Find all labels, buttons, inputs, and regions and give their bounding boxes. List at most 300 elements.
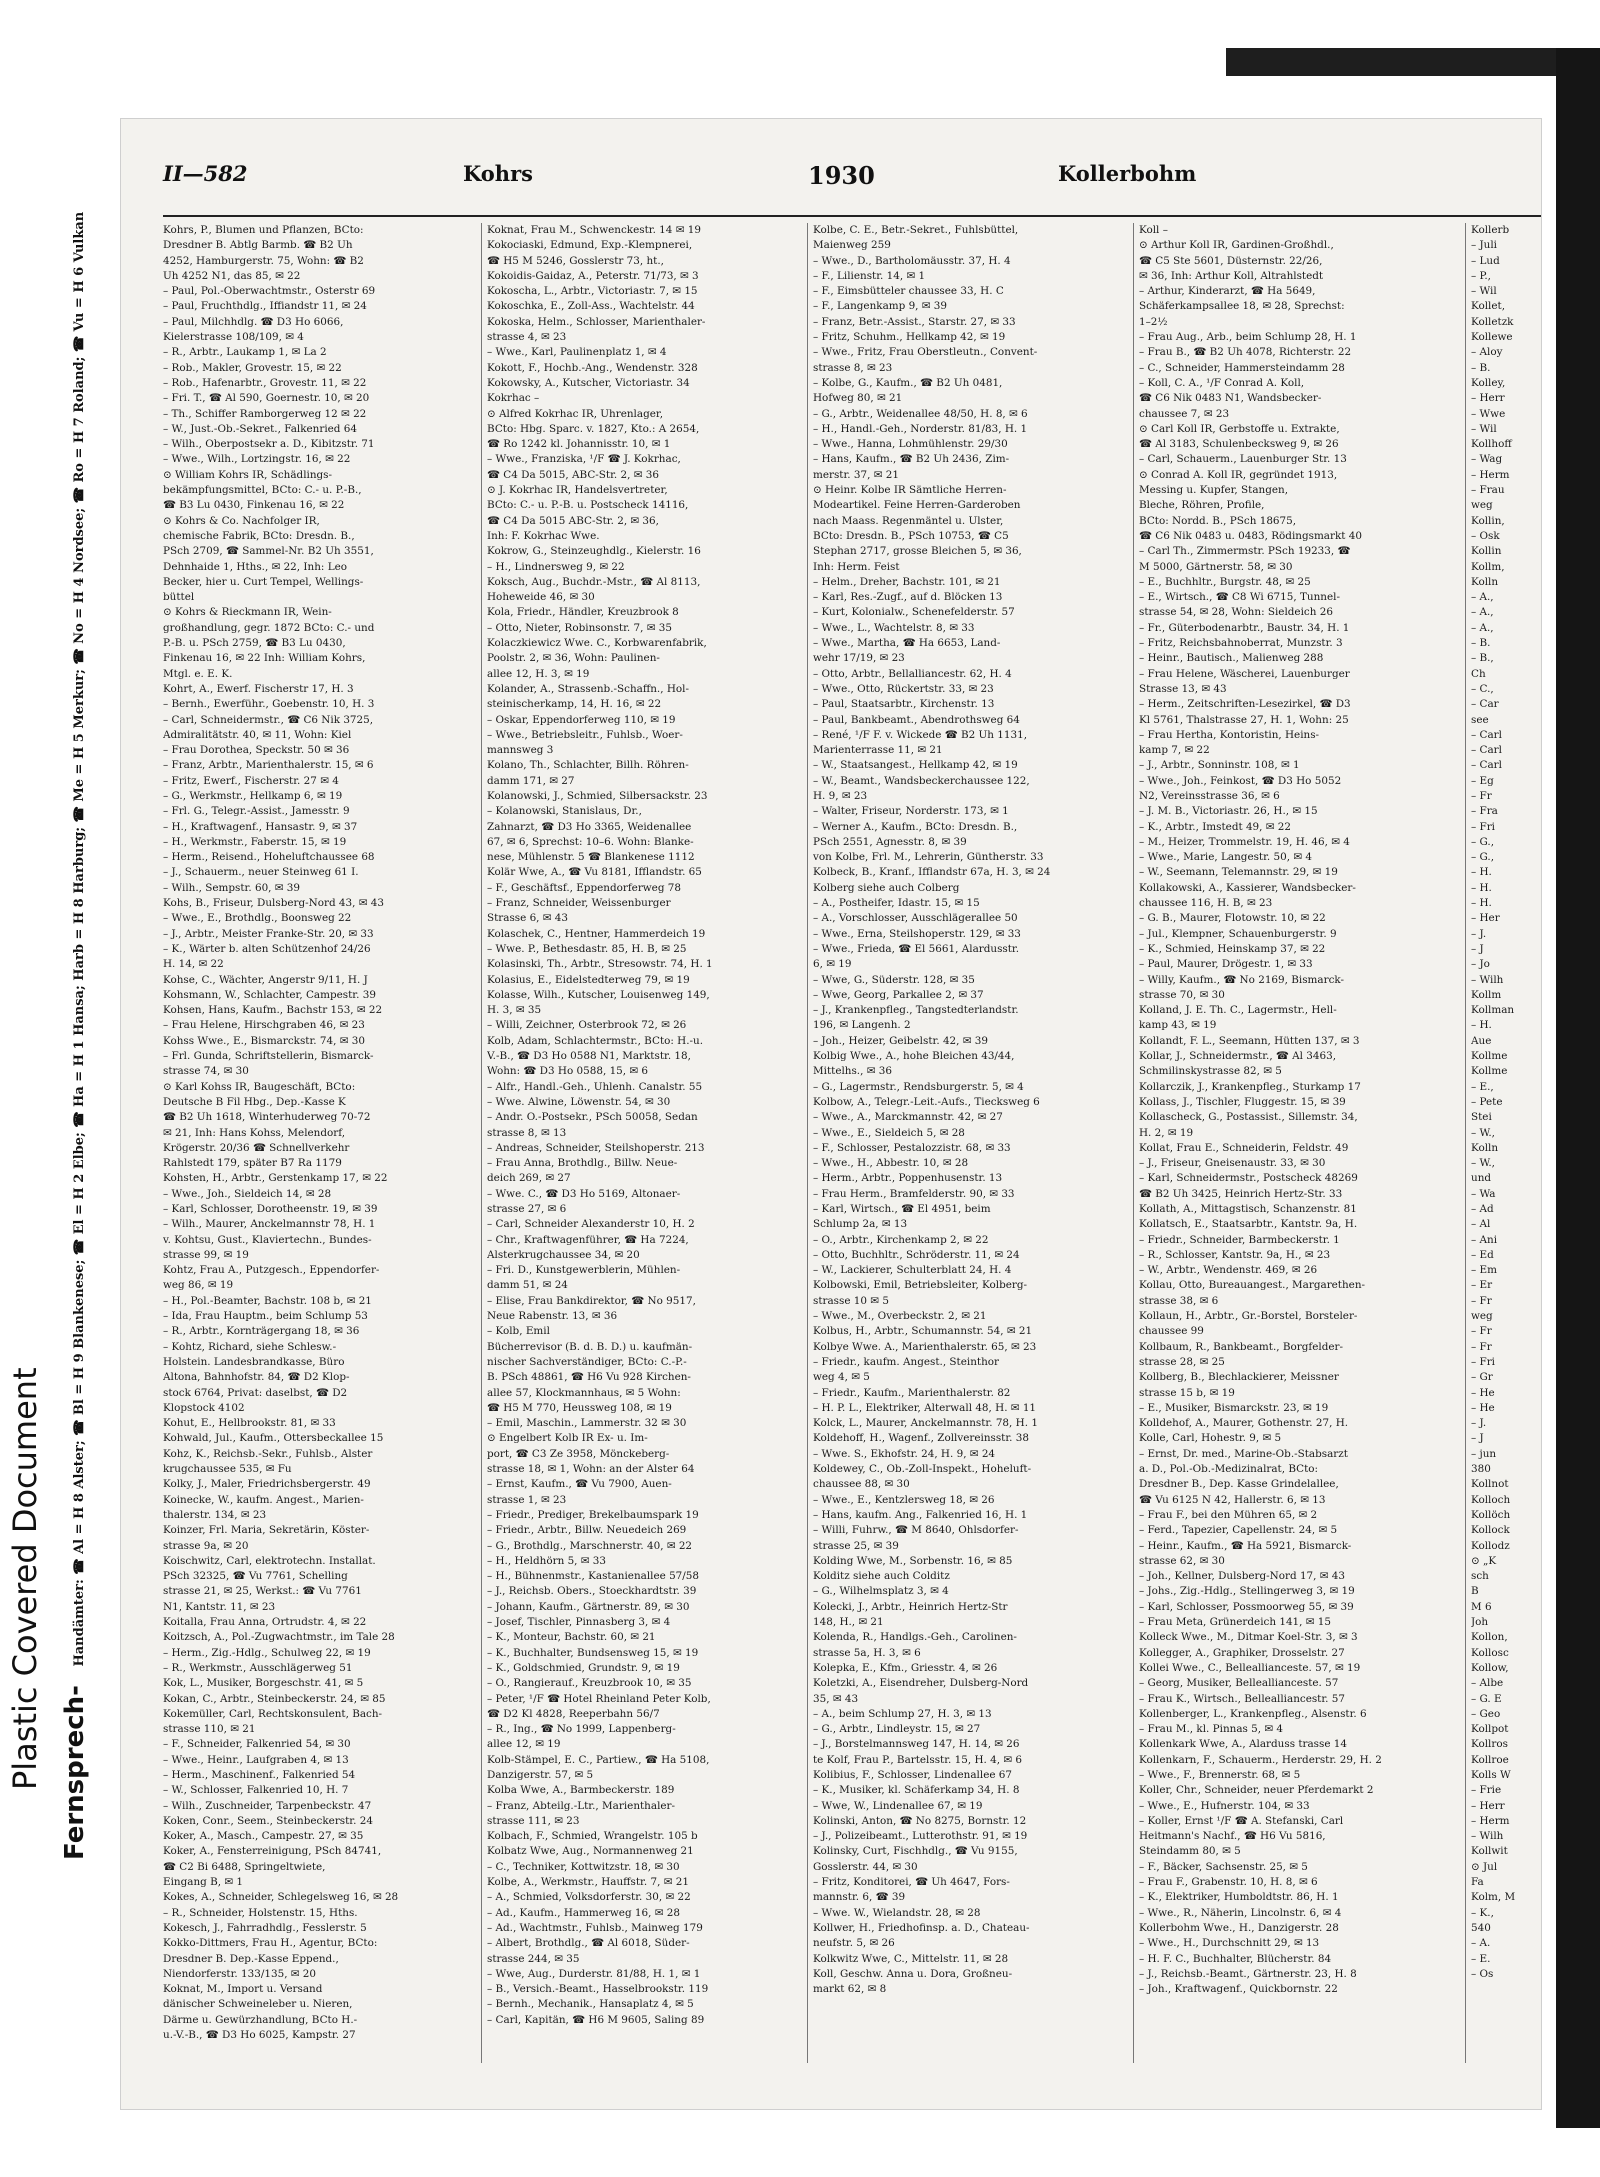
- directory-entry-line: Kolln: [1471, 575, 1499, 588]
- directory-entry-line: ⊙ Alfred Kokrhac IR, Uhrenlager,: [487, 407, 664, 420]
- directory-entry-line: Kollascheck, G., Postassist., Sillemstr. 34,: [1139, 1111, 1358, 1124]
- directory-entry-line: – H., Kraftwagenf., Hansastr. 9, ✉ 37: [163, 820, 358, 833]
- directory-entry-line: Kokowsky, A., Kutscher, Victoriastr. 34: [487, 376, 690, 389]
- directory-entry-line: – Wwe. Alwine, Löwenstr. 54, ✉ 30: [487, 1095, 671, 1108]
- directory-entry-line: – W.,: [1471, 1126, 1495, 1139]
- directory-entry-line: – Ferd., Tapezier, Capellenstr. 24, ✉ 5: [1139, 1524, 1338, 1537]
- directory-entry-line: – Elise, Frau Bankdirektor, ☎ No 9517,: [487, 1294, 696, 1307]
- directory-entry-line: Kolaschek, C., Hentner, Hammerdeich 19: [487, 927, 706, 940]
- directory-entry-line: Kolle, Carl, Hohestr. 9, ✉ 5: [1139, 1432, 1282, 1445]
- directory-entry-line: Kollin: [1471, 545, 1502, 558]
- directory-entry-line: mannsweg 3: [487, 744, 554, 757]
- directory-entry-line: – Franz, Schneider, Weissenburger: [487, 897, 671, 910]
- scanner-edge-right: [1556, 48, 1600, 2128]
- directory-entry-line: Koischwitz, Carl, elektrotechn. Installat.: [163, 1554, 376, 1567]
- directory-entry-line: – Wwe., E., Brothdlg., Boonsweg 22: [163, 912, 352, 925]
- directory-entry-line: – Er: [1471, 1279, 1493, 1292]
- directory-entry-line: N2, Vereinsstrasse 36, ✉ 6: [1139, 789, 1280, 802]
- directory-entry-line: ☎ Vu 6125 N 42, Hallerstr. 6, ✉ 13: [1139, 1493, 1326, 1506]
- page-number: II—582: [163, 161, 248, 186]
- directory-entry-line: Kolldehof, A., Maurer, Gothenstr. 27, H.: [1139, 1417, 1349, 1430]
- directory-entry-line: Kohse, C., Wächter, Angerstr 9/11, H. J: [163, 973, 368, 986]
- page-header: [163, 161, 1541, 197]
- directory-entry-line: Niendorferstr. 133/135, ✉ 20: [163, 1967, 317, 1980]
- directory-entry-line: Koller, Chr., Schneider, neuer Pferdemarkt 2: [1139, 1784, 1374, 1797]
- directory-entry-line: u.-V.-B., ☎ D3 Ho 6025, Kampstr. 27: [163, 2029, 356, 2042]
- directory-entry-line: Kolasius, E., Eidelstedterweg 79, ✉ 19: [487, 973, 690, 986]
- column-divider: [1133, 223, 1134, 2063]
- directory-entry-line: – E., Buchhltr., Burgstr. 48, ✉ 25: [1139, 575, 1311, 588]
- directory-entry-line: Kolbatz Wwe, Aug., Normannenweg 21: [487, 1845, 694, 1858]
- directory-entry-line: Kolär Wwe, A., ☎ Vu 8181, Ifflandstr. 65: [487, 866, 702, 879]
- directory-entry-line: – Wwe. C., ☎ D3 Ho 5169, Altonaer-: [487, 1187, 681, 1200]
- directory-entry-line: sch: [1471, 1570, 1489, 1583]
- directory-entry-line: Koker, A., Fensterreinigung, PSch 84741,: [163, 1845, 382, 1858]
- directory-entry-line: – Emil, Maschin., Lammerstr. 32 ✉ 30: [487, 1417, 687, 1430]
- directory-entry-line: – Carl, Schneidermstr., ☎ C6 Nik 3725,: [163, 713, 374, 726]
- directory-entry-line: – Frau Aug., Arb., beim Schlump 28, H. 1: [1139, 331, 1357, 344]
- directory-entry-line: – Fritz, Ewerf., Fischerstr. 27 ✉ 4: [163, 774, 339, 787]
- directory-entry-line: Inh: Herm. Feist: [813, 560, 900, 573]
- directory-entry-line: – J., Arbtr., Meister Franke-Str. 20, ✉ 33: [163, 927, 374, 940]
- directory-entry-line: ⊙ Kohrs & Co. Nachfolger IR,: [163, 514, 320, 527]
- directory-entry-line: – Wwe, Aug., Durderstr. 81/88, H. 1, ✉ 1: [487, 1967, 701, 1980]
- directory-entry-line: Koinecke, W., kaufm. Angest., Marien-: [163, 1493, 364, 1506]
- directory-entry-line: – J., Polizeibeamt., Lutterothstr. 91, ✉ 19: [813, 1830, 1028, 1843]
- directory-entry-line: ⊙ William Kohrs IR, Schädlings-: [163, 468, 333, 481]
- directory-entry-line: – Franz, Abteilg.-Ltr., Marienthaler-: [487, 1799, 676, 1812]
- directory-entry-line: Klopstock 4102: [163, 1401, 245, 1414]
- directory-entry-line: BCto: C.- u. P.-B. u. Postscheck 14116,: [487, 499, 689, 512]
- directory-entry-line: – Wwe., Wilh., Lortzingstr. 16, ✉ 22: [163, 453, 351, 466]
- directory-entry-line: M 6: [1471, 1600, 1492, 1613]
- directory-entry-line: Kolkwitz Wwe, C., Mittelstr. 11, ✉ 28: [813, 1952, 1009, 1965]
- directory-entry-line: strasse 4, ✉ 23: [487, 331, 567, 344]
- directory-entry-line: ☎ C5 Ste 5601, Düsternstr. 22/26,: [1139, 254, 1323, 267]
- directory-entry-line: Deutsche B Fil Hbg., Dep.-Kasse K: [163, 1095, 346, 1108]
- directory-entry-line: ✉ 21, Inh: Hans Kohss, Melendorf,: [163, 1126, 346, 1139]
- directory-entry-line: Kollei Wwe., C., Belleallianceste. 57, ✉ 19: [1139, 1661, 1361, 1674]
- directory-entry-line: – H., Lindnersweg 9, ✉ 22: [487, 560, 625, 573]
- directory-entry-line: ⊙ Carl Koll IR, Gerbstoffe u. Extrakte,: [1139, 422, 1340, 435]
- directory-entry-line: – Carl, Schauerm., Lauenburger Str. 13: [1139, 453, 1347, 466]
- directory-entry-line: – Herr: [1471, 392, 1505, 405]
- directory-entry-line: ⊙ „K: [1471, 1554, 1497, 1567]
- directory-entry-line: – Wwe., E., Sieldeich 5, ✉ 28: [813, 1126, 965, 1139]
- directory-entry-line: – Wwe., Erna, Steilshoperstr. 129, ✉ 33: [813, 927, 1021, 940]
- directory-entry-line: – K.,: [1471, 1906, 1494, 1919]
- directory-entry-line: weg: [1471, 1310, 1493, 1323]
- directory-entry-line: – Carl, Schneider Alexanderstr 10, H. 2: [487, 1218, 695, 1231]
- directory-entry-line: Kolinski, Anton, ☎ No 8275, Bornstr. 12: [813, 1814, 1027, 1827]
- directory-entry-line: – C., Techniker, Kottwitzstr. 18, ✉ 30: [487, 1860, 680, 1873]
- directory-entry-line: – H., Pol.-Beamter, Bachstr. 108 b, ✉ 21: [163, 1294, 372, 1307]
- directory-entry-line: – Fr: [1471, 1294, 1492, 1307]
- directory-entry-line: Steindamm 80, ✉ 5: [1139, 1845, 1241, 1858]
- directory-entry-line: Kohsmann, W., Schlachter, Campestr. 39: [163, 988, 376, 1001]
- directory-entry-line: – W., Just.-Ob.-Sekret., Falkenried 64: [163, 422, 357, 435]
- directory-entry-line: strasse 25, ✉ 39: [813, 1539, 899, 1552]
- directory-entry-line: von Kolbe, Frl. M., Lehrerin, Güntherstr. 33: [813, 851, 1044, 864]
- directory-entry-line: – Ed: [1471, 1248, 1494, 1261]
- directory-entry-line: neufstr. 5, ✉ 26: [813, 1937, 895, 1950]
- directory-entry-line: – A., Vorschlosser, Ausschlägerallee 50: [813, 912, 1018, 925]
- directory-entry-line: Kolasinski, Th., Arbtr., Stresowstr. 74, H. 1: [487, 958, 713, 971]
- directory-entry-line: – Wwe., Betriebsleitr., Fuhlsb., Woer-: [487, 728, 683, 741]
- directory-entry-line: Krögerstr. 20/36 ☎ Schnellverkehr: [163, 1141, 350, 1154]
- directory-entry-line: strasse 28, ✉ 25: [1139, 1355, 1225, 1368]
- directory-entry-line: – Hans, kaufm. Ang., Falkenried 16, H. 1: [813, 1508, 1028, 1521]
- directory-entry-line: – Andreas, Schneider, Steilshoperstr. 213: [487, 1141, 705, 1154]
- directory-entry-line: – A., Schmied, Volksdorferstr. 30, ✉ 22: [487, 1891, 691, 1904]
- directory-entry-line: Altona, Bahnhofstr. 84, ☎ D2 Klop-: [163, 1371, 350, 1384]
- directory-entry-line: Kollhoff: [1471, 438, 1512, 451]
- directory-entry-line: – W., Seemann, Telemannstr. 29, ✉ 19: [1139, 866, 1338, 879]
- directory-entry-line: Kolb-Stämpel, E. C., Partiew., ☎ Ha 5108,: [487, 1753, 710, 1766]
- directory-entry-line: – R., Arbtr., Kornträgergang 18, ✉ 36: [163, 1325, 360, 1338]
- directory-entry-line: – Friedr., kaufm. Angest., Steinthor: [813, 1355, 999, 1368]
- directory-entry-line: Kollat, Frau E., Schneiderin, Feldstr. 49: [1139, 1141, 1349, 1154]
- directory-entry-line: – Wwe., Martha, ☎ Ha 6653, Land-: [813, 637, 1001, 650]
- directory-entry-line: Kollnot: [1471, 1478, 1509, 1491]
- directory-entry-line: strasse 99, ✉ 19: [163, 1248, 249, 1261]
- directory-entry-line: 148, H., ✉ 21: [813, 1616, 884, 1629]
- directory-entry-line: – Joh., Heizer, Geibelstr. 42, ✉ 39: [813, 1034, 989, 1047]
- directory-entry-line: – Al: [1471, 1218, 1491, 1231]
- directory-entry-line: Kohwald, Jul., Kaufm., Ottersbeckallee 15: [163, 1432, 384, 1445]
- directory-entry-line: – Wwe., A., Marckmannstr. 42, ✉ 27: [813, 1111, 1003, 1124]
- directory-entry-line: Kolley,: [1471, 376, 1506, 389]
- directory-entry-line: Dresdner B. Dep.-Kasse Eppend.,: [163, 1952, 339, 1965]
- directory-entry-line: – Friedr., Kaufm., Marienthalerstr. 82: [813, 1386, 1011, 1399]
- directory-entry-line: – Joh., Kraftwagenf., Quickbornstr. 22: [1139, 1983, 1338, 1996]
- directory-entry-line: – Wwe., H., Abbestr. 10, ✉ 28: [813, 1157, 969, 1170]
- directory-entry-line: Koletzki, A., Eisendreher, Dulsberg-Nord: [813, 1677, 1029, 1690]
- directory-entry-line: ⊙ Jul: [1471, 1860, 1498, 1873]
- directory-entry-line: – B.: [1471, 361, 1491, 374]
- directory-entry-line: ☎ C2 Bi 6488, Springeltwiete,: [163, 1860, 326, 1873]
- directory-entry-line: Messing u. Kupfer, Stangen,: [1139, 484, 1288, 497]
- directory-entry-line: – Frau B., ☎ B2 Uh 4078, Richterstr. 22: [1139, 346, 1352, 359]
- directory-entry-line: – Frau Helene, Wäscherei, Lauenburger: [1139, 667, 1350, 680]
- directory-entry-line: – Th., Schiffer Ramborgerweg 12 ✉ 22: [163, 407, 367, 420]
- directory-entry-line: Kohrt, A., Ewerf. Fischerstr 17, H. 3: [163, 682, 354, 695]
- directory-entry-line: – Otto, Nieter, Robinsonstr. 7, ✉ 35: [487, 621, 672, 634]
- directory-entry-line: – Frau Hertha, Kontoristin, Heins-: [1139, 728, 1320, 741]
- directory-entry-line: Kokociaski, Edmund, Exp.-Klempnerei,: [487, 239, 693, 252]
- directory-entry-line: – B.,: [1471, 652, 1494, 665]
- directory-entry-line: – Wwe., R., Näherin, Lincolnstr. 6, ✉ 4: [1139, 1906, 1342, 1919]
- directory-entry-line: ☎ C4 Da 5015 ABC-Str. 2, ✉ 36,: [487, 514, 659, 527]
- directory-entry-line: – Jul., Klempner, Schauenburgerstr. 9: [1139, 927, 1337, 940]
- directory-entry-line: – G. B., Maurer, Flotowstr. 10, ✉ 22: [1139, 912, 1326, 925]
- directory-entry-line: strasse 74, ✉ 30: [163, 1065, 249, 1078]
- directory-entry-line: – A.,: [1471, 606, 1494, 619]
- directory-entry-line: Koldehoff, H., Wagenf., Zollvereinsstr. 38: [813, 1432, 1030, 1445]
- directory-entry-line: – W., Beamt., Wandsbeckerchaussee 122,: [813, 774, 1030, 787]
- directory-entry-line: – Bernh., Ewerführ., Goebenstr. 10, H. 3: [163, 698, 375, 711]
- directory-entry-line: – R., Arbtr., Laukamp 1, ✉ La 2: [163, 346, 327, 359]
- directory-entry-line: Kollpot: [1471, 1723, 1509, 1736]
- directory-entry-line: port, ☎ C3 Ze 3958, Mönckeberg-: [487, 1447, 670, 1460]
- directory-entry-line: – Wa: [1471, 1187, 1496, 1200]
- directory-entry-line: Kolibius, F., Schlosser, Lindenallee 67: [813, 1768, 1013, 1781]
- directory-entry-line: deich 269, ✉ 27: [487, 1172, 571, 1185]
- directory-entry-line: Kollandt, F. L., Seemann, Hütten 137, ✉ 3: [1139, 1034, 1360, 1047]
- column-divider: [481, 223, 482, 2063]
- directory-entry-line: Kolasse, Wilh., Kutscher, Louisenweg 149,: [487, 988, 710, 1001]
- directory-entry-line: – Pete: [1471, 1095, 1503, 1108]
- directory-entry-line: strasse 54, ✉ 28, Wohn: Sieldeich 26: [1139, 606, 1333, 619]
- directory-entry-line: – Wwe., Otto, Rückertstr. 33, ✉ 23: [813, 682, 994, 695]
- directory-entry-line: strasse 38, ✉ 6: [1139, 1294, 1219, 1307]
- directory-entry-line: – W., Arbtr., Wendenstr. 469, ✉ 26: [1139, 1264, 1318, 1277]
- directory-entry-line: ⊙ Conrad A. Koll IR, gegründet 1913,: [1139, 468, 1338, 481]
- directory-entry-line: PSch 32325, ☎ Vu 7761, Schelling: [163, 1570, 348, 1583]
- directory-entry-line: – Frau Dorothea, Speckstr. 50 ✉ 36: [163, 744, 350, 757]
- directory-entry-line: – Fra: [1471, 805, 1498, 818]
- directory-entry-line: Kolditz siehe auch Colditz: [813, 1570, 950, 1583]
- directory-entry-line: nischer Sachverständiger, BCto: C.-P.-: [487, 1355, 687, 1368]
- directory-entry-line: Kollegger, A., Graphiker, Drosselstr. 27: [1139, 1646, 1345, 1659]
- directory-entry-line: – Wwe., Marie, Langestr. 50, ✉ 4: [1139, 851, 1312, 864]
- directory-entry-line: ☎ C6 Nik 0483 u. 0483, Rödingsmarkt 40: [1139, 529, 1362, 542]
- directory-entry-line: 67, ✉ 6, Sprechst: 10–6. Wohn: Blanke-: [487, 835, 694, 848]
- directory-entry-line: Kohtz, Frau A., Putzgesch., Eppendorfer-: [163, 1264, 380, 1277]
- directory-entry-line: Maienweg 259: [813, 239, 891, 252]
- directory-entry-line: Dehnhaide 1, Hths., ✉ 22, Inh: Leo: [163, 560, 347, 573]
- directory-entry-line: – Wilh: [1471, 1830, 1504, 1843]
- directory-entry-line: – A.,: [1471, 591, 1494, 604]
- directory-entry-line: – Ad: [1471, 1203, 1494, 1215]
- directory-entry-line: 35, ✉ 43: [813, 1692, 859, 1705]
- directory-entry-line: – H.: [1471, 1019, 1492, 1032]
- directory-entry-line: – Frau Meta, Grünerdeich 141, ✉ 15: [1139, 1616, 1332, 1629]
- directory-entry-line: – Wilh: [1471, 973, 1504, 986]
- directory-entry-line: ⊙ Kohrs & Rieckmann IR, Wein-: [163, 606, 332, 619]
- directory-entry-line: strasse 27, ✉ 6: [487, 1203, 567, 1215]
- directory-entry-line: Wohn: ☎ D3 Ho 0588, 15, ✉ 6: [487, 1065, 649, 1078]
- directory-entry-line: Kolanowski, J., Schmied, Silbersackstr. 23: [487, 789, 708, 802]
- directory-entry-line: strasse 8, ✉ 13: [487, 1126, 567, 1139]
- directory-entry-line: – J., Friseur, Gneisenaustr. 33, ✉ 30: [1139, 1157, 1326, 1170]
- directory-entry-line: – Albert, Brothdlg., ☎ Al 6018, Süder-: [487, 1937, 690, 1950]
- directory-entry-line: Heitmann's Nachf., ☎ H6 Vu 5816,: [1139, 1830, 1326, 1843]
- directory-entry-line: Strasse 13, ✉ 43: [1139, 682, 1227, 695]
- directory-entry-line: – G., Arbtr., Weidenallee 48/50, H. 8, ✉ 6: [813, 407, 1028, 420]
- directory-entry-line: – W.,: [1471, 1157, 1495, 1170]
- header-rule: [163, 215, 1541, 217]
- directory-entry-line: Kolenda, R., Handlgs.-Geh., Carolinen-: [813, 1631, 1017, 1644]
- directory-entry-line: Kokott, F., Hochb.-Ang., Wendenstr. 328: [487, 361, 698, 374]
- directory-entry-line: Kola, Friedr., Händler, Kreuzbrook 8: [487, 606, 679, 619]
- directory-entry-line: strasse 5a, H. 3, ✉ 6: [813, 1646, 921, 1659]
- directory-entry-line: – Wwe, G., Süderstr. 128, ✉ 35: [813, 973, 975, 986]
- directory-entry-line: – Wwe., Karl, Paulinenplatz 1, ✉ 4: [487, 346, 667, 359]
- directory-entry-line: – Friedr., Schneider, Barmbeckerstr. 1: [1139, 1233, 1340, 1246]
- directory-entry-line: – J., Borstelmannsweg 147, H. 14, ✉ 26: [813, 1738, 1020, 1751]
- directory-entry-line: Aue: [1471, 1034, 1492, 1047]
- directory-entry-line: – Wwe., Heinr., Laufgraben 4, ✉ 13: [163, 1753, 349, 1766]
- directory-entry-line: – Hans, Kaufm., ☎ B2 Uh 2436, Zim-: [813, 453, 1010, 466]
- directory-entry-line: – Friedr., Arbtr., Billw. Neuedeich 269: [487, 1524, 687, 1537]
- directory-entry-line: – W., Lackierer, Schulterblatt 24, H. 4: [813, 1264, 1012, 1277]
- directory-entry-line: Kollenberger, L., Krankenpfleg., Alsenstr. 6: [1139, 1707, 1367, 1720]
- directory-entry-line: – Wilh., Sempstr. 60, ✉ 39: [163, 881, 301, 894]
- document-caption: Plastic Covered Document: [6, 1367, 44, 1790]
- directory-entry-line: v. Kohtsu, Gust., Klaviertechn., Bundes-: [163, 1233, 372, 1246]
- directory-entry-line: – F., Bäcker, Sachsenstr. 25, ✉ 5: [1139, 1860, 1308, 1873]
- directory-entry-line: – Carl, Kapitän, ☎ H6 M 9605, Saling 89: [487, 2013, 705, 2026]
- directory-entry-line: – Osk: [1471, 529, 1500, 542]
- directory-entry-line: – Herm: [1471, 1814, 1510, 1827]
- directory-entry-line: – Otto, Buchhltr., Schröderstr. 11, ✉ 24: [813, 1248, 1020, 1261]
- directory-entry-line: – Joh., Kellner, Dulsberg-Nord 17, ✉ 43: [1139, 1570, 1346, 1583]
- directory-entry-line: – Fr., Güterbodenarbtr., Baustr. 34, H. 1: [1139, 621, 1350, 634]
- directory-entry-line: ✉ 36, Inh: Arthur Koll, Altrahlstedt: [1139, 269, 1324, 282]
- directory-entry-line: PSch 2709, ☎ Sammel-Nr. B2 Uh 3551,: [163, 545, 374, 558]
- directory-entry-line: büttel: [163, 591, 195, 604]
- directory-entry-line: – Frau Herm., Bramfelderstr. 90, ✉ 33: [813, 1187, 1015, 1200]
- directory-entry-line: damm 51, ✉ 24: [487, 1279, 568, 1292]
- directory-entry-line: Kokoscha, L., Arbtr., Victoriastr. 7, ✉ 15: [487, 285, 698, 298]
- scanner-edge-top: [1226, 48, 1556, 76]
- directory-entry-line: – Willi, Zeichner, Osterbrook 72, ✉ 26: [487, 1019, 687, 1032]
- directory-entry-line: Kollman: [1471, 1004, 1515, 1017]
- directory-entry-line: 6, ✉ 19: [813, 958, 852, 971]
- directory-entry-line: chaussee 116, H. B, ✉ 23: [1139, 897, 1273, 910]
- directory-entry-line: – Fr: [1471, 1340, 1492, 1353]
- directory-entry-line: – Ida, Frau Hauptm., beim Schlump 53: [163, 1310, 368, 1323]
- directory-entry-line: – Chr., Kraftwagenführer, ☎ Ha 7224,: [487, 1233, 689, 1246]
- directory-entry-line: – F., Eimsbütteler chaussee 33, H. C: [813, 285, 1004, 298]
- directory-entry-line: weg: [1471, 499, 1493, 512]
- telephone-exchange-band: [60, 210, 90, 1860]
- directory-entry-line: – Fri: [1471, 1355, 1495, 1368]
- directory-entry-line: Koknat, Frau M., Schwenckestr. 14 ✉ 19: [487, 224, 701, 236]
- directory-entry-line: Stephan 2717, grosse Bleichen 5, ✉ 36,: [813, 545, 1022, 558]
- directory-entry-line: – R., Werkmstr., Ausschlägerweg 51: [163, 1661, 353, 1674]
- directory-entry-line: Kollerbohm Wwe., H., Danzigerstr. 28: [1139, 1921, 1339, 1934]
- directory-entry-line: nese, Mühlenstr. 5 ☎ Blankenese 1112: [487, 851, 695, 864]
- directory-entry-line: – Wwe., L., Wachtelstr. 8, ✉ 33: [813, 621, 975, 634]
- directory-entry-line: strasse 111, ✉ 23: [487, 1814, 580, 1827]
- directory-entry-line: Finkenau 16, ✉ 22 Inh: William Kohrs,: [163, 652, 366, 665]
- directory-entry-line: 1–2½: [1139, 315, 1168, 328]
- directory-entry-line: – Willi, Fuhrw., ☎ M 8640, Ohlsdorfer-: [813, 1524, 1019, 1537]
- directory-entry-line: Kollberg, B., Blechlackierer, Meissner: [1139, 1371, 1339, 1384]
- directory-entry-line: Kollerb: [1471, 224, 1510, 236]
- directory-entry-line: 380: [1471, 1463, 1491, 1476]
- directory-entry-line: ⊙ Engelbert Kolb IR Ex- u. Im-: [487, 1432, 648, 1445]
- directory-entry-line: – A.,: [1471, 621, 1494, 634]
- header-last-entry: Kollerbohm: [1058, 161, 1197, 186]
- directory-entry-line: strasse 110, ✉ 21: [163, 1723, 256, 1736]
- directory-entry-line: – Frie: [1471, 1784, 1502, 1797]
- directory-entry-line: Bücherrevisor (B. d. B. D.) u. kaufmän-: [487, 1340, 693, 1353]
- directory-entry-line: chaussee 99: [1139, 1325, 1204, 1338]
- directory-entry-line: – Wwe., Joh., Sieldeich 14, ✉ 28: [163, 1187, 332, 1200]
- directory-entry-line: bekämpfungsmittel, BCto: C.- u. P.-B.,: [163, 484, 362, 497]
- directory-entry-line: – Paul, Maurer, Drögestr. 1, ✉ 33: [1139, 958, 1313, 971]
- directory-entry-line: weg 86, ✉ 19: [163, 1279, 234, 1292]
- directory-entry-line: – Arthur, Kinderarzt, ☎ Ha 5649,: [1139, 285, 1316, 298]
- directory-entry-line: Koitzsch, A., Pol.-Zugwachtmstr., im Tale 28: [163, 1631, 395, 1644]
- directory-entry-line: – Ad., Wachtmstr., Fuhlsb., Mainweg 179: [487, 1921, 703, 1934]
- directory-entry-line: – Wil: [1471, 285, 1497, 298]
- directory-entry-line: Kolander, A., Strassenb.-Schaffn., Hol-: [487, 682, 689, 695]
- column-divider: [1465, 223, 1466, 2063]
- directory-entry-line: – A., Postheifer, Idastr. 15, ✉ 15: [813, 897, 980, 910]
- directory-entry-line: 4252, Hamburgerstr. 75, Wohn: ☎ B2: [163, 254, 364, 267]
- directory-entry-line: Kok, L., Musiker, Borgeschstr. 41, ✉ 5: [163, 1677, 364, 1690]
- directory-entry-line: te Kolf, Frau P., Bartelsstr. 15, H. 4, ✉ 6: [813, 1753, 1022, 1766]
- directory-entry-line: – W., Schlosser, Falkenried 10, H. 7: [163, 1784, 349, 1797]
- directory-entry-line: – Johs., Zig.-Hdlg., Stellingerweg 3, ✉ 19: [1139, 1585, 1355, 1598]
- header-year: 1930: [808, 161, 875, 190]
- directory-entry-line: – Alfr., Handl.-Geh., Uhlenh. Canalstr. 55: [487, 1080, 703, 1093]
- directory-entry-line: – G., Arbtr., Lindleystr. 15, ✉ 27: [813, 1723, 981, 1736]
- directory-entry-line: – Andr. O.-Postsekr., PSch 50058, Sedan: [487, 1111, 698, 1124]
- directory-entry-line: – Karl, Res.-Zugf., auf d. Blöcken 13: [813, 591, 1003, 604]
- directory-entry-line: – C., Schneider, Hammersteindamm 28: [1139, 361, 1345, 374]
- directory-entry-line: – K., Elektriker, Humboldtstr. 86, H. 1: [1139, 1891, 1339, 1904]
- directory-entry-line: ☎ H5 M 770, Heussweg 108, ✉ 19: [487, 1401, 672, 1414]
- directory-entry-line: – R., Schlosser, Kantstr. 9a, H., ✉ 23: [1139, 1248, 1331, 1261]
- directory-entry-line: Koll –: [1139, 224, 1168, 236]
- directory-entry-line: Kollodz: [1471, 1539, 1510, 1552]
- directory-entry-line: – Wwe., Joh., Feinkost, ☎ D3 Ho 5052: [1139, 774, 1342, 787]
- directory-entry-line: – K., Monteur, Bachstr. 60, ✉ 21: [487, 1631, 656, 1644]
- directory-entry-line: – Paul, Pol.-Oberwachtmstr., Osterstr 69: [163, 285, 376, 298]
- directory-entry-line: – Fri. D., Kunstgewerblerin, Mühlen-: [487, 1264, 681, 1277]
- directory-entry-line: strasse 244, ✉ 35: [487, 1952, 580, 1965]
- directory-column-4: [1139, 223, 1461, 2063]
- directory-entry-line: allee 12, H. 3, ✉ 19: [487, 667, 590, 680]
- directory-entry-line: Kolbeck, B., Kranf., Ifflandstr 67a, H. 3, ✉ 24: [813, 866, 1051, 879]
- directory-entry-line: Kollock: [1471, 1524, 1510, 1537]
- directory-entry-line: – He: [1471, 1401, 1495, 1414]
- directory-entry-line: Kokesch, J., Fahrradhdlg., Fesslerstr. 5: [163, 1921, 367, 1934]
- directory-entry-line: – Kolanowski, Stanislaus, Dr.,: [487, 805, 642, 818]
- directory-entry-line: – Wilh., Zuschneider, Tarpenbeckstr. 47: [163, 1799, 372, 1812]
- directory-entry-line: strasse 10 ✉ 5: [813, 1294, 889, 1307]
- directory-entry-line: – A.: [1471, 1937, 1491, 1950]
- directory-entry-line: – jun: [1471, 1447, 1497, 1460]
- directory-entry-line: – Eg: [1471, 774, 1494, 787]
- directory-entry-line: Kolbus, H., Arbtr., Schumannstr. 54, ✉ 21: [813, 1325, 1033, 1338]
- directory-entry-line: – A., beim Schlump 27, H. 3, ✉ 13: [813, 1707, 992, 1720]
- directory-entry-line: Kollar, J., Schneidermstr., ☎ Al 3463,: [1139, 1050, 1337, 1063]
- directory-entry-line: – Frau F., Grabenstr. 10, H. 8, ✉ 6: [1139, 1876, 1318, 1889]
- directory-entry-line: P.-B. u. PSch 2759, ☎ B3 Lu 0430,: [163, 637, 346, 650]
- directory-entry-line: Kollenkarn, F., Schauerm., Herderstr. 29, H. 2: [1139, 1753, 1382, 1766]
- directory-entry-line: – Kolbe, G., Kaufm., ☎ B2 Uh 0481,: [813, 376, 1003, 389]
- directory-entry-line: Kollin,: [1471, 514, 1505, 527]
- directory-entry-line: – J., Reichsb. Obers., Stoeckhardtstr. 39: [487, 1585, 697, 1598]
- directory-entry-line: – Frau Anna, Brothdlg., Billw. Neue-: [487, 1157, 678, 1170]
- directory-entry-line: – Kolb, Emil: [487, 1325, 550, 1338]
- side-band-text: Handämter: ☎ Al = H 8 Alster; ☎ Bl = H 9 Blankenese; ☎ El = H 2 Elbe; ☎ Ha = H 1 Hansa; Harb = H 8 Harburg; ☎ Me = H 5 Merkur; ☎ No = H 4 Nordsee; ☎ Ro = H 7 Roland; ☎ Vu = H 6 Vulkan: [72, 211, 87, 1667]
- directory-entry-line: – G., Lagermstr., Rendsburgerstr. 5, ✉ 4: [813, 1080, 1024, 1093]
- directory-entry-line: – Heinr., Bautisch., Malienweg 288: [1139, 652, 1324, 665]
- directory-entry-line: H. 2, ✉ 19: [1139, 1126, 1194, 1139]
- directory-entry-line: allee 12, ✉ 19: [487, 1738, 561, 1751]
- directory-entry-line: – Paul, Bankbeamt., Abendrothsweg 64: [813, 713, 1020, 726]
- directory-entry-line: Koinzer, Frl. Maria, Sekretärin, Köster-: [163, 1524, 370, 1537]
- directory-entry-line: – Herm., Arbtr., Poppenhusenstr. 13: [813, 1172, 1003, 1185]
- directory-entry-line: Dresdner B. Abtlg Barmb. ☎ B2 Uh: [163, 239, 353, 252]
